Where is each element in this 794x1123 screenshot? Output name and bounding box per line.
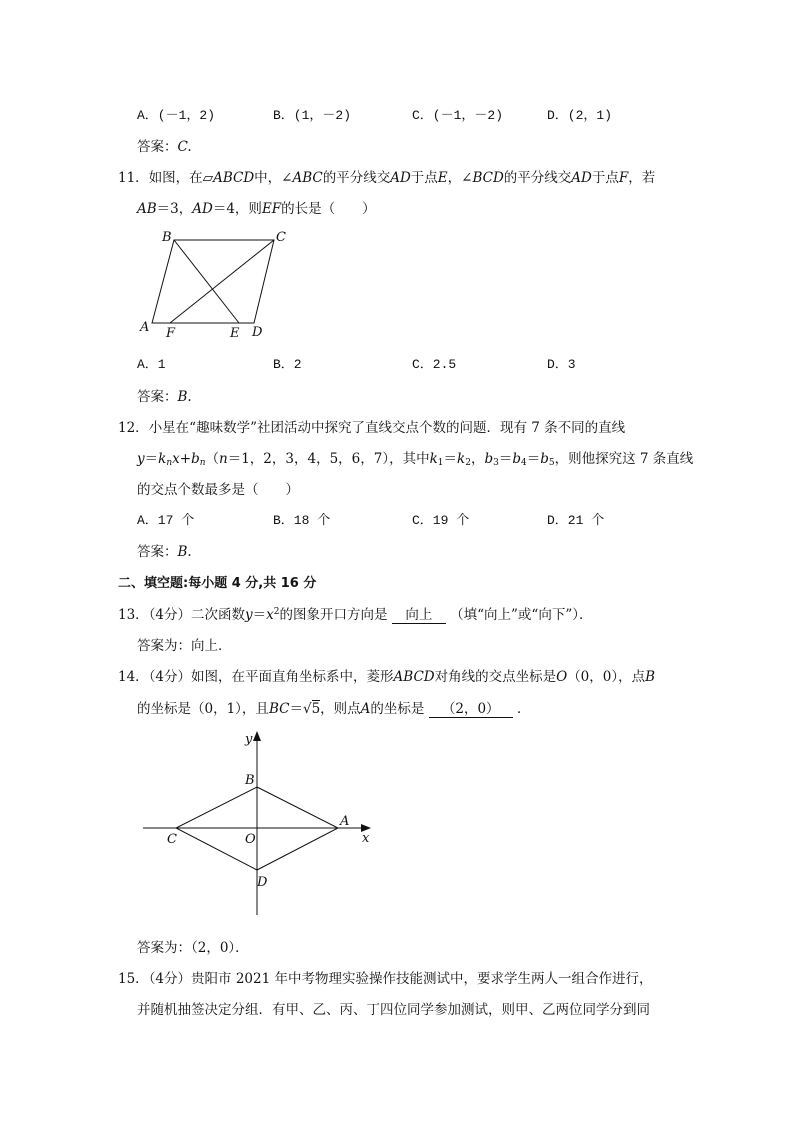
label-o: O <box>245 832 256 847</box>
var: AD <box>192 201 213 217</box>
q12-option-c: C．19 个 <box>412 513 470 528</box>
text: ，∠ <box>447 170 473 186</box>
q14-answer <box>137 936 249 956</box>
q12-stem-line3: 的交点个数最多是（ ） <box>137 482 299 498</box>
label-b: B <box>162 230 172 245</box>
q11-option-b: B．2 <box>273 357 302 372</box>
label-d: D <box>252 325 263 340</box>
var: AD <box>390 170 411 186</box>
subscript: n <box>199 458 206 468</box>
answer-value: B. <box>177 544 192 560</box>
q12-option-d: D．21 个 <box>547 513 605 528</box>
q12-stem-line1 <box>118 416 625 436</box>
text: 的坐标是 <box>370 701 425 717</box>
text: ，则点 <box>320 701 361 717</box>
superscript: 2 <box>273 607 280 617</box>
answer-value: B. <box>177 389 192 405</box>
text: 中，∠ <box>254 170 293 186</box>
question-number: 14． <box>118 669 149 685</box>
q12-answer <box>137 540 192 560</box>
answer-label: 答案： <box>137 139 178 155</box>
text: ，若 <box>628 170 656 186</box>
label-c: C <box>276 230 286 245</box>
var: x <box>172 451 180 467</box>
label-x: x <box>362 831 370 846</box>
var: A <box>360 701 371 717</box>
var: b <box>512 451 521 467</box>
subscript: 4 <box>520 458 527 468</box>
subscript: 1 <box>437 458 444 468</box>
answer-value: （2，0）． <box>191 940 249 956</box>
q11-option-d: D．3 <box>547 357 576 372</box>
var: O <box>556 669 568 685</box>
text: 的平分线交 <box>322 170 391 186</box>
text: 于点 <box>410 170 438 186</box>
q14-rhombus-figure <box>135 725 380 920</box>
var: b <box>540 451 549 467</box>
var: b <box>191 451 200 467</box>
q14-stem-line1 <box>118 665 655 685</box>
text: ，则他探究这 7 条直线 <box>554 451 694 467</box>
sqrt-sign: √ <box>302 701 312 717</box>
parallelogram-abcd <box>152 240 274 323</box>
var: BCD <box>472 170 504 186</box>
text: 对角线的交点坐标是 <box>434 669 557 685</box>
text: （4分）如图，在平面直角坐标系中，菱形 <box>148 669 394 685</box>
answer-value: 向上． <box>191 638 232 654</box>
var: ABCD <box>213 170 255 186</box>
question-number: 15． <box>118 971 149 987</box>
subscript: 2 <box>465 458 471 468</box>
label-b: B <box>245 773 255 788</box>
var: AB <box>137 201 157 217</box>
question-number: 13． <box>118 607 149 623</box>
var: EF <box>261 201 282 217</box>
answer-label: 答案为： <box>137 638 191 654</box>
q12-stem-line2 <box>137 447 693 468</box>
q12-option-b: B．18 个 <box>273 513 331 528</box>
var: k <box>457 451 466 467</box>
q15-stem-line1 <box>118 967 652 987</box>
q13-answer <box>137 634 232 654</box>
label-a: A <box>140 320 150 335</box>
text: （填“向上”或“向下”）． <box>450 607 593 623</box>
text: 于点 <box>591 170 619 186</box>
text: 的坐标是（0，1），且 <box>137 701 269 717</box>
var: F <box>618 170 629 186</box>
answer-value: C. <box>177 139 192 155</box>
subscript: 5 <box>548 458 555 468</box>
label-c: C <box>167 832 177 847</box>
q10-option-c: C．(－1，－2) <box>412 108 504 123</box>
var: y <box>245 607 253 623</box>
var: b <box>484 451 494 467</box>
text: ＝ <box>289 701 303 717</box>
text: 的平分线交 <box>503 170 572 186</box>
text: ＝1，2，3，4，5，6，7），其中 <box>227 451 430 467</box>
text: ＝ <box>526 451 541 467</box>
label-a: A <box>340 814 350 829</box>
text: （4分）二次函数 <box>148 607 246 623</box>
label-d: D <box>257 875 268 890</box>
var: AD <box>571 170 592 186</box>
q14-answer-blank: （2，0） <box>429 697 513 718</box>
answer-label: 答案为： <box>137 940 191 956</box>
text: ， <box>470 451 485 467</box>
label-f: F <box>166 326 176 341</box>
answer-label: 答案： <box>137 389 178 405</box>
subscript: 3 <box>493 458 499 468</box>
y-axis-arrow <box>253 731 261 741</box>
text: 的长是（ ） <box>281 201 376 217</box>
text: + <box>179 451 192 467</box>
var: k <box>158 451 167 467</box>
text: 小星在“趣味数学”社团活动中探究了直线交点个数的问题．现有 7 条不同的直线 <box>148 420 626 436</box>
bisector-be <box>174 240 239 323</box>
var: x <box>266 607 274 623</box>
label-e: E <box>230 326 240 341</box>
parallelogram-symbol: ▱ <box>202 170 214 186</box>
text: ＝ <box>443 451 458 467</box>
question-number: 12． <box>118 420 149 436</box>
text: （4分）贵阳市 2021 年中考物理实验操作技能测试中，要求学生两人一组合作进行， <box>148 971 653 987</box>
text: （0，0），点 <box>567 669 646 685</box>
q11-option-c: C．2.5 <box>412 357 457 372</box>
var: ABCD <box>393 669 435 685</box>
q10-option-b: B．(1，－2) <box>273 108 352 123</box>
bisector-cf <box>170 240 274 323</box>
q10-option-a: A．(－1，2) <box>137 108 216 123</box>
text: （ <box>205 451 220 467</box>
q11-option-a: A．1 <box>137 357 166 372</box>
subscript: n <box>166 458 173 468</box>
label-y: y <box>245 732 253 747</box>
q13-stem <box>118 603 592 624</box>
var: E <box>437 170 448 186</box>
q11-stem-line1 <box>118 166 655 186</box>
var: n <box>219 451 228 467</box>
text: ． <box>517 701 531 717</box>
text: ＝4，则 <box>212 201 262 217</box>
question-number: 11． <box>118 170 149 186</box>
var: B <box>645 669 656 685</box>
q13-answer-blank: 向上 <box>392 603 446 624</box>
var: y <box>137 451 145 467</box>
text: ＝ <box>498 451 513 467</box>
answer-label: 答案： <box>137 544 178 560</box>
q10-answer <box>137 135 192 155</box>
text: ＝ <box>144 451 159 467</box>
q11-answer <box>137 385 192 405</box>
text: ＝3， <box>156 201 193 217</box>
q10-option-d: D．(2，1) <box>547 108 613 123</box>
text: 的图象开口方向是 <box>279 607 388 623</box>
var: ABC <box>292 170 323 186</box>
q11-parallelogram-figure <box>130 225 300 345</box>
q14-stem-line2 <box>137 697 531 718</box>
text: 如图，在 <box>148 170 203 186</box>
text: ＝ <box>252 607 267 623</box>
var: BC <box>268 701 290 717</box>
radicand: 5 <box>311 701 321 717</box>
q15-stem-line2: 并随机抽签决定分组．有甲、乙、丙、丁四位同学参加测试，则甲、乙两位同学分到同 <box>137 1002 650 1018</box>
q11-stem-line2 <box>137 197 376 217</box>
q12-option-a: A．17 个 <box>137 513 195 528</box>
var: k <box>429 451 438 467</box>
section-heading: 二、填空题:每小题 4 分,共 16 分 <box>118 576 317 591</box>
